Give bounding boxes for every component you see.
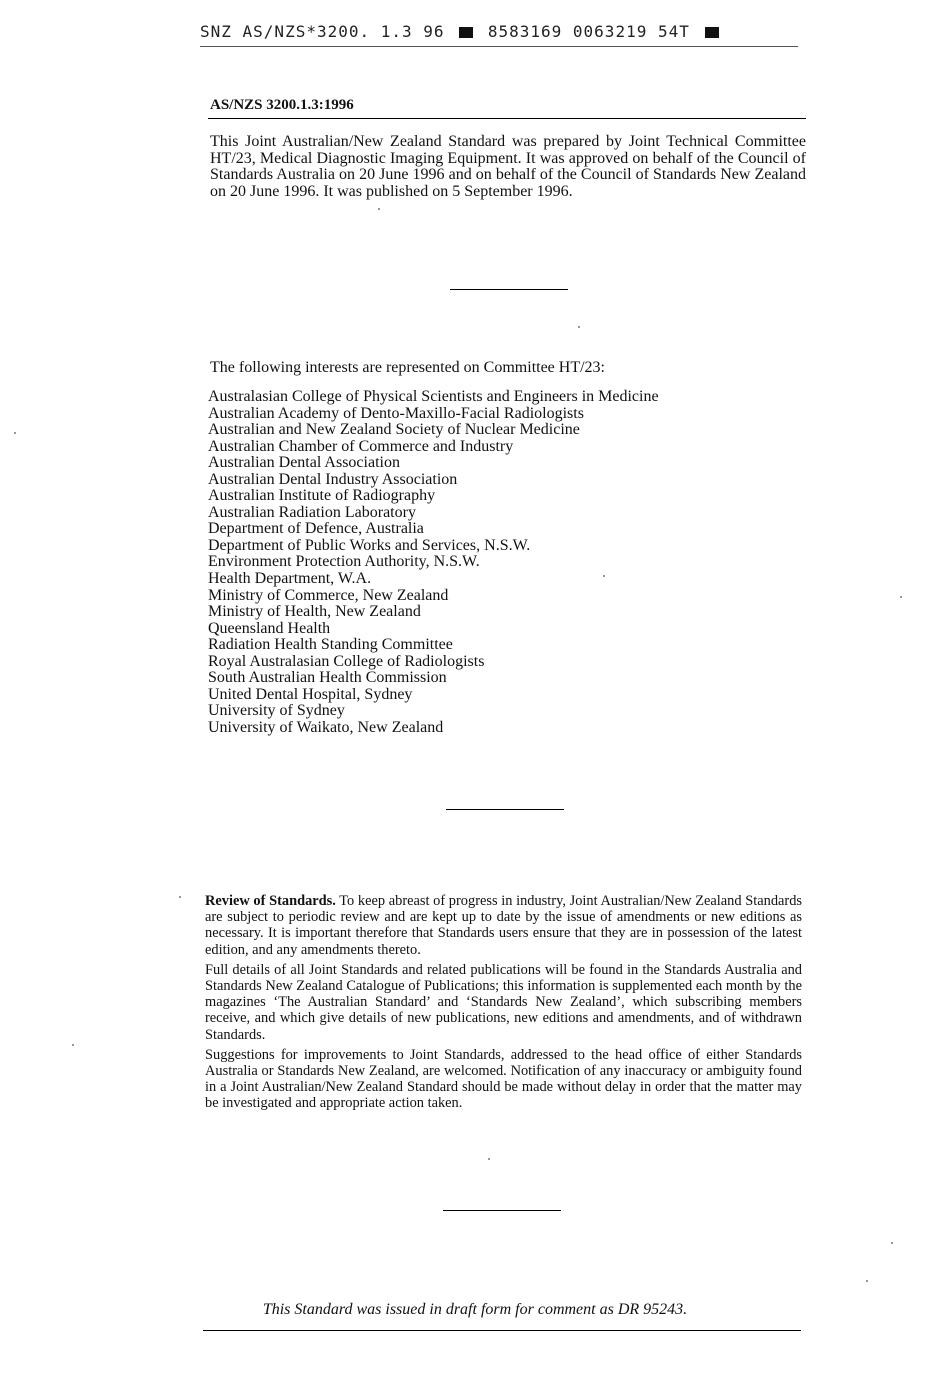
review-paragraph-1 [205,893,802,958]
interest-item: Queensland Health [208,619,331,637]
review-section [205,893,802,1116]
review-paragraph-3: Suggestions for improvements to Joint Standards, addressed to the head office of either Standards Australia or Standards New Zealand, are welcomed. Notification of any inaccuracy or ambiguity found in a Joint Australian/New Zealand Standard should be made without delay in order that the matter may be investigated and appropriate action taken. [205,1046,802,1112]
interest-item: University of Sydney [208,702,345,720]
draft-note: This Standard was issued in draft form for comment as DR 95243. [262,1301,688,1318]
scan-speck [72,1044,74,1046]
section-separator-3 [443,1210,561,1211]
interest-item: Australian Academy of Dento-Maxillo-Facial Radiologists [208,404,584,422]
section-separator-2 [446,809,564,810]
interest-item: Royal Australasian College of Radiologists [208,652,485,670]
scan-speck [891,1242,893,1244]
interest-item: Ministry of Health, New Zealand [208,603,421,621]
scan-speck [179,896,181,898]
interests-list [208,389,659,736]
scan-speck [900,596,902,598]
scan-speck [488,1158,490,1160]
scan-speck [378,208,380,210]
review-paragraph-2: Full details of all Joint Standards and related publications will be found in the Standards Australia and Standards New Zealand Catalogue of Publications; this information is supplemented each month by the magazines ‘The Australian Standard’ and ‘Standards New Zealand’, which subscribing members receive, and which give details of new publications, new editions and amendments, and of withdrawn Standards. [205,961,802,1043]
interest-item: Department of Public Works and Services, N.S.W. [208,536,531,554]
scan-code-right: 8583169 0063219 54T [487,22,690,41]
interest-item: Radiation Health Standing Committee [208,636,453,654]
review-title: Review of Standards. [205,893,336,909]
intro-paragraph: This Joint Australian/New Zealand Standard was prepared by Joint Technical Committee HT/23, Medical Diagnostic Imaging Equipment. It was approved on behalf of the Council of Standards Australia on 20 June 1996 and on behalf of the Council of Standards New Zealand on 20 June 1996. It was published on 5 September 1996. [210,133,806,200]
interest-item: Environment Protection Authority, N.S.W. [208,553,480,571]
interest-item: Australasian College of Physical Scientists and Engineers in Medicine [208,388,659,405]
interest-item: South Australian Health Commission [208,669,447,687]
interest-item: Health Department, W.A. [208,570,372,588]
interest-item: University of Waikato, New Zealand [208,718,444,736]
interest-item: Australian and New Zealand Society of Nuclear Medicine [208,421,580,439]
interest-item: Australian Chamber of Commerce and Industry [208,437,514,455]
interest-item: Department of Defence, Australia [208,520,424,538]
interest-item: Australian Radiation Laboratory [208,503,416,521]
scan-header-code [200,22,800,46]
scan-header-underline [200,46,798,47]
document-id: AS/NZS 3200.1.3:1996 [210,97,354,113]
interest-item: Ministry of Commerce, New Zealand [208,586,449,604]
interest-item: Australian Institute of Radiography [208,487,436,505]
interest-item: Australian Dental Industry Association [208,470,458,488]
scan-speck [866,1280,868,1282]
scan-speck [603,575,605,577]
top-rule [208,118,806,119]
scan-speck [578,326,580,328]
scan-speck [14,432,16,434]
section-separator-1 [450,289,568,290]
interest-item: United Dental Hospital, Sydney [208,685,413,703]
scan-code-left: SNZ AS/NZS*3200. 1.3 96 [200,22,445,41]
bottom-rule [203,1330,801,1331]
interest-item: Australian Dental Association [208,454,400,472]
interests-heading: The following interests are represented on Committee HT/23: [210,359,605,376]
review-paragraph-1-text: To keep abreast of progress in industry, Joint Australian/New Zealand Standards are subject to periodic review and are kept up to date by the issue of amendments or new editions as necessary. It is important therefore that Standards users ensure that they are in possession of the latest edition, and any amendments thereto. [205,893,802,958]
barcode-block-2 [705,27,719,38]
barcode-block-1 [459,27,473,38]
